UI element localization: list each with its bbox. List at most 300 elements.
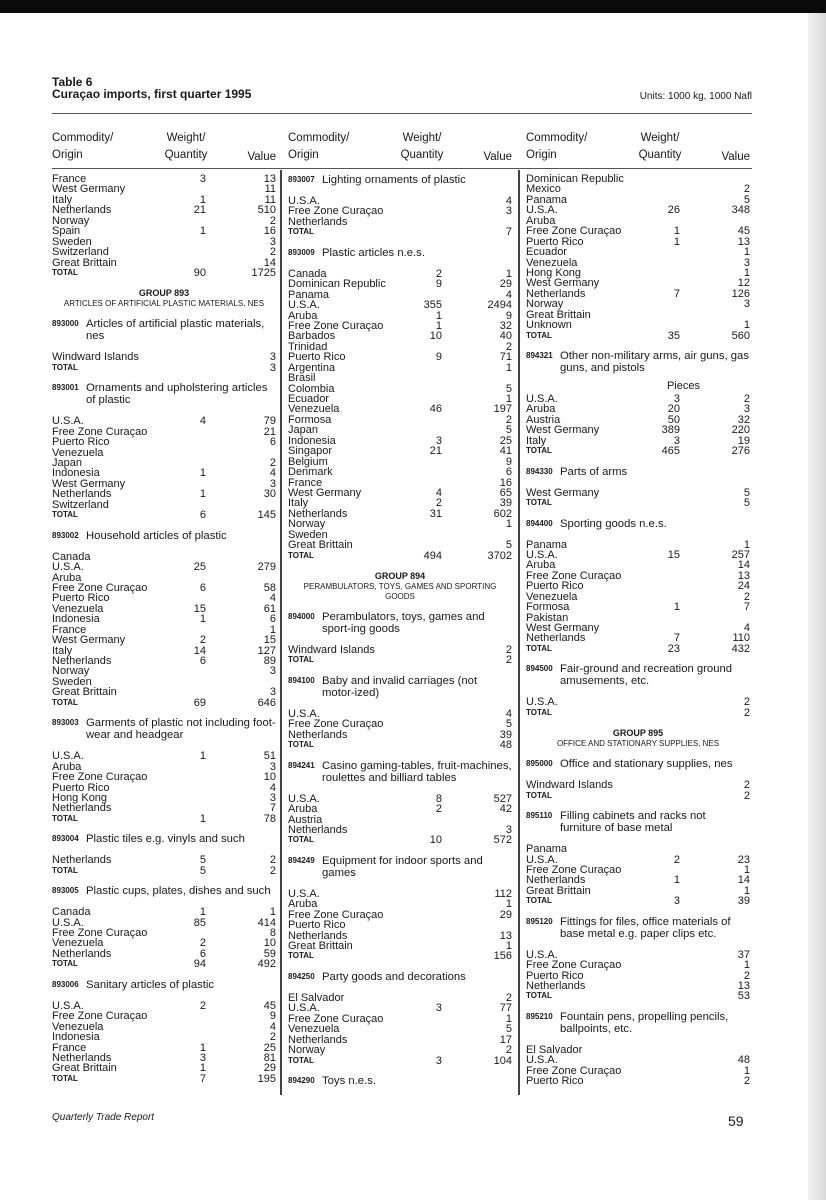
table-row [52,949,276,959]
value: 2 [505,1044,512,1057]
origin: Great Brittain [526,308,591,321]
total-value: 195 [257,1072,276,1085]
total-value: 560 [731,329,750,342]
value: 127 [257,644,276,657]
value: 7 [743,601,750,614]
origin: Puerto Rico [526,580,584,593]
table-row [526,195,750,205]
commodity-block [526,758,750,801]
origin: U.S.A. [288,299,320,312]
value: 5 [505,539,512,552]
weight [156,448,206,458]
total-row [526,991,750,1001]
column-header [52,130,276,166]
origin: Japan [288,424,318,437]
total-label: TOTAL [526,707,552,717]
weight: 7 [673,287,680,300]
commodity-heading [288,611,512,635]
commodity-description: Equipment for indoor sports and games [322,854,483,879]
total-weight: 69 [193,696,206,709]
weight: 1 [199,1062,206,1075]
commodity-heading [526,810,750,834]
quantity-label: Quantity [638,149,682,161]
weight [630,844,680,854]
origin: U.S.A. [526,548,558,561]
origin: Italy [288,497,309,510]
weight [630,1055,680,1065]
origin: Switzerland [52,246,109,259]
value: 1 [505,518,512,531]
value: 2 [743,969,750,982]
weight: 1 [435,309,442,322]
value: 414 [257,916,276,929]
origin: Windward Islands [526,779,613,792]
origin: El Salvador [288,991,345,1004]
origin: Free Zone Curaçao [288,319,384,332]
weight [630,216,680,226]
total-value: 5 [743,497,750,510]
commodity-heading [52,318,276,342]
commodity-description: Baby and invalid carriages (not motor-ized) [322,674,478,699]
weight [156,1011,206,1021]
weight [156,458,206,468]
column-header [288,130,512,166]
value: 4 [743,622,750,634]
origin: West Germany [52,183,126,196]
commodity-code: 895210 [526,1011,553,1021]
weight [630,865,680,875]
value: 2 [505,644,512,656]
commodity-label: Commodity/ [288,132,350,144]
value-label: Value [483,151,512,163]
weight [392,217,442,227]
commodity-code: 895120 [526,916,553,926]
weight-quantity-header [382,130,462,166]
total-row [526,791,750,801]
commodity-description: Articles of artificial plastic materials, nes [86,318,265,343]
origin: Free Zone Curaçao [52,581,148,594]
weight [156,573,206,583]
table-row [526,602,750,612]
origin: Aruba [526,403,556,416]
origin: Free Zone Curaçao [526,569,622,582]
weight [392,730,442,740]
commodity-code: 893003 [52,718,79,728]
origin: Japan [52,457,82,469]
table-row [52,448,276,458]
table-column-1 [52,130,276,1085]
column-body [52,174,276,1093]
table-row [526,205,750,215]
table-row [52,216,276,226]
value: 13 [737,235,750,248]
total-weight [630,991,680,1001]
value: 32 [737,413,750,426]
commodity-code: 894290 [288,1075,315,1085]
total-row [52,1074,276,1084]
total-row [52,866,276,876]
weight: 2 [673,853,680,866]
value-label: Value [247,151,276,163]
value: 2 [269,457,276,469]
value: 71 [499,351,512,364]
weight [392,709,442,719]
commodity-description: Garments of plastic not including foot-wear and headgear [86,717,276,742]
weight: 14 [193,644,206,657]
origin: Austria [288,813,323,826]
value: 2 [269,246,276,259]
weight: 5 [199,854,206,867]
weight [392,1045,442,1055]
scan-top-border [0,0,826,13]
origin: Barbados [288,330,336,343]
total-row [288,655,512,665]
total-value: 39 [737,895,750,908]
value: 1 [743,266,750,279]
commodity-code: 894241 [288,760,315,770]
value: 13 [737,569,750,582]
table-row [288,373,512,383]
weight [630,488,680,498]
weight [392,1035,442,1045]
table-row [288,825,512,835]
weight: 1 [199,1041,206,1054]
value: 3 [269,686,276,699]
group-title: GROUP 894 [374,571,426,581]
value: 4 [269,467,276,480]
weight [392,931,442,941]
commodity-heading [288,174,512,186]
value: 12 [737,277,750,290]
commodity-block [52,833,276,876]
table-row [526,633,750,643]
table-row [288,730,512,740]
commodity-code: 893000 [52,319,79,329]
commodity-block [288,760,512,846]
value: 6 [269,613,276,626]
commodity-description: Fair-ground and recreation ground amusements, etc. [560,663,733,688]
total-row [52,268,276,278]
total-weight [392,227,442,237]
commodity-block [526,663,750,718]
value: 39 [499,497,512,510]
table-row [288,941,512,951]
weight [392,1024,442,1034]
total-row [526,498,750,508]
origin: Free Zone Curaçao [52,425,148,438]
table-row [526,844,750,854]
value: 77 [499,1002,512,1015]
total-row [288,951,512,961]
origin: U.S.A. [288,887,320,900]
origin: Free Zone Curaçao [52,927,148,939]
origin: U.S.A. [526,948,558,961]
value: 29 [499,908,512,921]
origin: Netherlands [288,1033,348,1046]
weight [156,437,206,447]
commodity-block [52,318,276,373]
origin: Singapor [288,445,333,458]
total-value: 7 [505,226,512,239]
value-label: Value [721,151,750,163]
origin: Netherlands [526,874,586,887]
total-value: 2 [505,654,512,667]
total-label: TOTAL [526,330,552,340]
origin: U.S.A. [52,750,84,763]
total-row [52,959,276,969]
weight [392,719,442,729]
weight: 10 [429,330,442,343]
origin: West Germany [52,477,126,490]
origin: Venezuela [526,590,578,603]
scan-page-edge [808,13,826,1200]
origin: Aruba [526,559,556,572]
origin: Panama [288,288,329,301]
table-row [288,993,512,1003]
table-row [52,552,276,562]
weight: 1 [199,750,206,763]
commodity-heading [288,1075,512,1087]
table-row [288,794,512,804]
value: 37 [737,948,750,961]
commodity-description: Perambulators, toys, games and sport-ing goods [322,611,485,635]
value: 1 [743,538,750,551]
total-row [288,1056,512,1066]
origin: Unknown [526,319,572,332]
origin: Sweden [288,528,328,541]
commodity-description: Lighting ornaments of plastic [322,174,466,186]
value: 51 [263,750,276,763]
commodity-code: 893002 [52,530,79,540]
weight [156,762,206,772]
value [442,217,512,227]
origin: U.S.A. [288,195,320,207]
origin: Free Zone Curaçao [288,908,384,921]
value: 45 [737,225,750,238]
value: 13 [263,173,276,185]
table-row [526,247,750,257]
origin: Hong Kong [526,266,582,279]
value [442,373,512,383]
origin: Panama [526,538,567,551]
table-row [288,540,512,550]
weight [630,780,680,790]
weight: 2 [199,634,206,647]
total-value: 3702 [487,549,512,562]
commodity-code: 894000 [288,612,315,621]
total-row [52,698,276,708]
origin: Puerto Rico [288,919,346,932]
value: 1 [505,393,512,405]
value: 25 [263,1041,276,1054]
weight: 3 [435,1002,442,1015]
weight [392,196,442,206]
value: 3 [269,235,276,248]
weight [630,310,680,320]
weight [630,623,680,633]
origin: Windward Islands [52,351,139,364]
origin: West Germany [52,634,126,647]
total-label: TOTAL [52,362,78,372]
total-label: TOTAL [288,227,314,237]
origin: Venezuela [52,937,104,950]
value: 110 [732,632,750,645]
value: 3 [743,403,750,416]
weight [156,772,206,782]
total-value: 646 [257,696,276,709]
total-label: TOTAL [288,1055,314,1065]
weight: 6 [199,581,206,594]
weight: 46 [429,403,442,416]
value [680,174,750,184]
value: 9 [505,309,512,322]
value: 48 [737,1054,750,1067]
origin: Great Brittain [526,884,591,897]
value: 16 [499,476,512,489]
commodity-origin-header [526,130,620,166]
origin: U.S.A. [52,415,84,428]
weight [156,625,206,635]
table-row [526,394,750,404]
value: 25 [499,434,512,447]
value: 14 [263,256,276,269]
total-weight [630,498,680,508]
weight: 3 [199,1051,206,1064]
weight: 9 [435,351,442,364]
origin: Aruba [288,309,318,322]
value: 32 [499,319,512,332]
origin: Venezuela [52,446,104,459]
weight [392,645,442,655]
weight [392,815,442,825]
column-body [526,174,750,1096]
value: 39 [499,728,512,741]
value: 5 [743,193,750,206]
group-subtitle: OFFICE AND STATIONARY SUPPLIES, NES [556,739,720,749]
table-row [526,436,750,446]
value: 2 [269,214,276,227]
origin: U.S.A. [288,792,320,805]
value: 527 [493,792,512,805]
commodity-block [52,530,276,709]
table-row [52,184,276,194]
value: 1 [743,863,750,876]
table-row [526,886,750,896]
commodity-heading [526,466,750,478]
value: 279 [257,561,276,574]
weight: 2 [199,937,206,950]
value: 45 [263,999,276,1012]
group-subtitle: PERAMBULATORS, TOYS, GAMES AND SPORTING GOODS [303,582,497,601]
weight [392,457,442,467]
origin: Norway [526,298,564,311]
commodity-description: Plastic tiles e.g. vinyls and such [86,833,245,846]
value: 1 [505,940,512,952]
value [206,448,276,458]
origin: West Germany [526,424,600,437]
origin: Italy [52,644,73,657]
origin: France [52,1041,87,1054]
weight [630,1045,680,1055]
origin: U.S.A. [526,853,558,866]
commodity-origin-header [52,130,146,166]
commodity-heading [526,518,750,530]
origin: Venezuela [288,403,340,416]
weight [630,320,680,330]
value: 2 [743,590,750,603]
commodity-heading [288,760,512,784]
origin: Venezuela [526,256,578,269]
origin: Argentina [288,361,336,374]
weight [630,299,680,309]
commodity-block [52,979,276,1085]
commodity-block [526,518,750,655]
total-weight: 1 [199,812,206,825]
origin: U.S.A. [526,1054,558,1067]
commodity-code: 895110 [526,811,553,821]
commodity-block [52,885,276,970]
value: 42 [499,803,512,816]
origin: Ecuador [526,246,567,259]
table-row [52,907,276,917]
commodity-block [288,611,512,666]
value: 1 [743,959,750,972]
value: 5 [505,382,512,395]
commodity-heading [526,916,750,940]
table-row [288,290,512,300]
commodity-block [526,1011,750,1087]
total-weight [630,791,680,801]
origin: Aruba [288,898,318,911]
total-weight [392,951,442,961]
weight: 2 [435,497,442,510]
origin: West Germany [526,277,600,290]
value: 1 [743,1064,750,1077]
value: 257 [731,548,750,561]
origin: Dominican Republic [526,173,624,185]
value: 2 [743,1075,750,1088]
weight [156,928,206,938]
column-divider [280,170,282,1095]
table-row [52,562,276,572]
origin: Norway [52,214,90,227]
weight: 1 [435,319,442,332]
total-row [288,227,512,237]
origin: U.S.A. [52,999,84,1012]
value: 7 [269,802,276,815]
origin: France [288,476,323,489]
weight: 3 [673,393,680,405]
origin: Great Brittain [288,539,353,552]
commodity-description: Toys n.e.s. [322,1074,376,1087]
commodity-heading [52,979,276,991]
value: 24 [737,580,750,593]
weight [156,352,206,362]
commodity-description: Plastic articles n.e.s. [322,246,425,259]
origin: Dominican Republic [288,278,386,291]
origin: Indonesia [288,434,336,447]
title-rule [52,113,752,114]
weight [630,560,680,570]
total-label: TOTAL [526,790,552,800]
value: 602 [493,507,512,520]
total-label: TOTAL [52,959,78,969]
table-row [288,645,512,655]
commodity-block [526,350,750,457]
weight: 389 [661,424,680,437]
origin: Norway [288,518,326,531]
origin: Ecuador [288,393,329,405]
